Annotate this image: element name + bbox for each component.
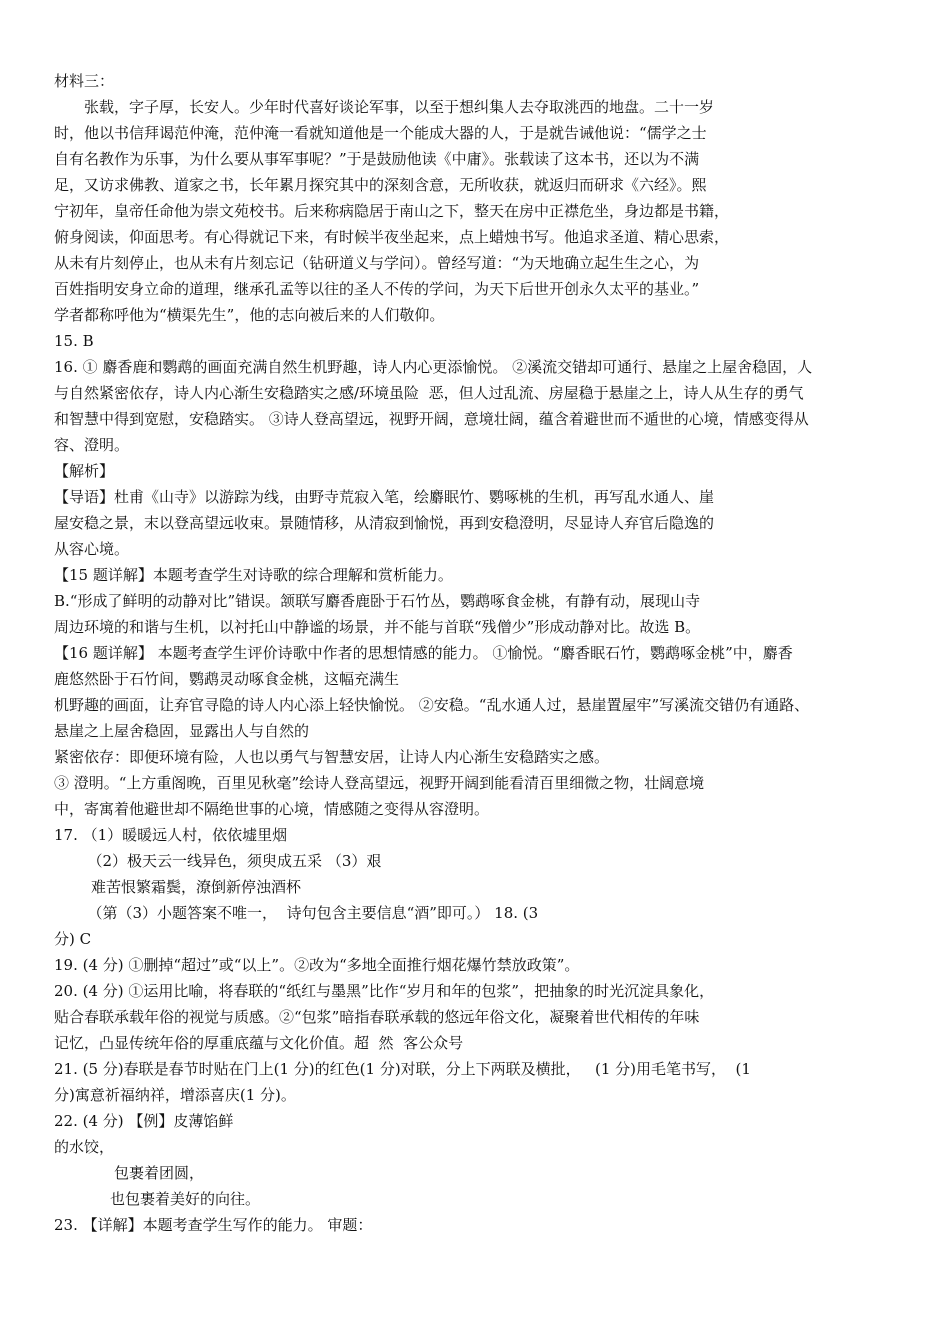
answer-18: 分) C	[54, 930, 92, 948]
answer-19: 19. (4 分) ①删掉“超过”或“以上”。②改为“多地全面推行烟花爆竹禁放政策”。	[54, 956, 580, 974]
text-line: 记忆，凸显传统年俗的厚重底蕴与文化价值。超 然 客公众号	[54, 1034, 464, 1052]
text-line: ③ 澄明。“上方重阁晚，百里见秋毫”绘诗人登高望远，视野开阔到能看清百里细微之物，壮阔意境	[54, 774, 705, 792]
text-line: 屋安稳之景，末以登高望远收束。景随情移，从清寂到愉悦，再到安稳澄明，尽显诗人弃官后隐逸的	[54, 514, 715, 532]
text-line: 贴合春联承载年俗的视觉与质感。②“包浆”暗指春联承载的悠远年俗文化，凝聚着世代相传的年味	[54, 1008, 700, 1026]
text-line: 自有名教作为乐事，为什么要从事军事呢？”于是鼓励他读《中庸》。张载读了这本书，还以为不满	[54, 150, 700, 168]
text-line: 足，又访求佛教、道家之书，长年累月探究其中的深刻含意，无所收获，就返归而研求《六经》。熙	[54, 176, 707, 194]
text-line: 和智慧中得到宽慰，安稳踏实。 ③诗人登高望远，视野开阔，意境壮阔，蕴含着避世而不遁世的心境，情感变得从	[54, 410, 809, 428]
q16-detail-heading: 【16 题详解】 本题考查学生评价诗歌中作者的思想情感的能力。 ①愉悦。“麝香眠石竹，鹦鹉啄金桃”中，麝香	[54, 644, 793, 662]
text-line: 也包裹着美好的向往。	[80, 1190, 261, 1208]
text-line: 紧密依存：即便环境有险，人也以勇气与智慧安居，让诗人内心渐生安稳踏实之感。	[54, 748, 610, 766]
text-line: 时，他以书信拜谒范仲淹，范仲淹一看就知道他是一个能成大器的人，于是就告诫他说：“儒学之士	[54, 124, 707, 142]
answer-22: 22. (4 分) 【例】皮薄馅鲜	[54, 1112, 234, 1130]
text-line: 鹿悠然卧于石竹间，鹦鹉灵动啄食金桃，这幅充满生	[54, 670, 400, 688]
answer-16: 16. ① 麝香鹿和鹦鹉的画面充满自然生机野趣，诗人内心更添愉悦。 ②溪流交错却可通行、悬崖之上屋舍稳固，人	[54, 358, 813, 376]
q15-detail-heading: 【15 题详解】本题考查学生对诗歌的综合理解和赏析能力。	[54, 566, 453, 584]
text-line: 中，寄寓着他避世却不隔绝世事的心境，情感随之变得从容澄明。	[54, 800, 490, 818]
text-line: 百姓指明安身立命的道理，继承孔孟等以往的圣人不传的学问，为天下后世开创永久太平的基业。”	[54, 280, 700, 298]
text-line: 分)寓意祈福纳祥，增添喜庆(1 分)。	[54, 1086, 296, 1104]
text-line: 宁初年，皇帝任命他为崇文苑校书。后来称病隐居于南山之下，整天在房中正襟危坐，身边都是书籍，	[54, 202, 730, 220]
text-line: 包裹着团圆，	[84, 1164, 205, 1182]
text-line: 学者都称呼他为“横渠先生”，他的志向被后来的人们敬仰。	[54, 306, 445, 324]
material-three-heading: 材料三：	[54, 72, 115, 90]
answer-21: 21. (5 分)春联是春节时贴在门上(1 分)的红色(1 分)对联，分上下两联及横批， (1 分)用毛笔书写， (1	[54, 1060, 751, 1078]
text-line: 难苦恨繁霜鬓，潦倒新停浊酒杯	[76, 878, 302, 896]
answer-23: 23. 【详解】本题考查学生写作的能力。 审题：	[54, 1216, 373, 1234]
text-line: 悬崖之上屋舍稳固，显露出人与自然的	[54, 722, 310, 740]
answer-15: 15. B	[54, 332, 94, 350]
text-line: 从容心境。	[54, 540, 130, 558]
text-line: 俯身阅读，仰面思考。有心得就记下来，有时候半夜坐起来，点上蜡烛书写。他追求圣道、精心思索，	[54, 228, 730, 246]
text-line: 与自然紧密依存，诗人内心渐生安稳踏实之感/环境虽险 恶，但人过乱流、房屋稳于悬崖之上，诗人从生存的勇气	[54, 384, 804, 402]
text-line: 机野趣的画面，让弃官寻隐的诗人内心添上轻快愉悦。 ②安稳。“乱水通人过，悬崖置屋牢”写溪流交错仍有通路、	[54, 696, 810, 714]
analysis-heading: 【解析】	[54, 462, 115, 480]
answer-20: 20. (4 分) ①运用比喻，将春联的“纸红与墨黑”比作“岁月和年的包浆”，把抽象的时光沉淀具象化，	[54, 982, 715, 1000]
text-line: B.“形成了鲜明的动静对比”错误。颔联写麝香鹿卧于石竹丛，鹦鹉啄食金桃，有静有动，展现山寺	[54, 592, 701, 610]
text-line: （第（3）小题答案不唯一， 诗句包含主要信息“酒”即可。） 18. (3	[80, 904, 539, 922]
intro-paragraph: 【导语】杜甫《山寺》以游踪为线，由野寺荒寂入笔，绘麝眠竹、鹦啄桃的生机，再写乱水通人、崖	[54, 488, 715, 506]
text-line: 容、澄明。	[54, 436, 130, 454]
text-line: （2）极天云一线异色，须臾成五采 （3）艰	[80, 852, 382, 870]
text-line: 的水饺，	[54, 1138, 115, 1156]
text-line: 从未有片刻停止，也从未有片刻忘记（钻研道义与学问）。曾经写道：“为天地确立起生生之心，为	[54, 254, 700, 272]
text-line: 张载，字子厚，长安人。少年时代喜好谈论军事，以至于想纠集人去夺取洮西的地盘。二十一岁	[54, 98, 715, 116]
text-line: 周边环境的和谐与生机，以衬托山中静谧的场景，并不能与首联“残僧少”形成动静对比。故选 B。	[54, 618, 701, 636]
answer-17: 17. （1）暖暖远人村，依依墟里烟	[54, 826, 288, 844]
